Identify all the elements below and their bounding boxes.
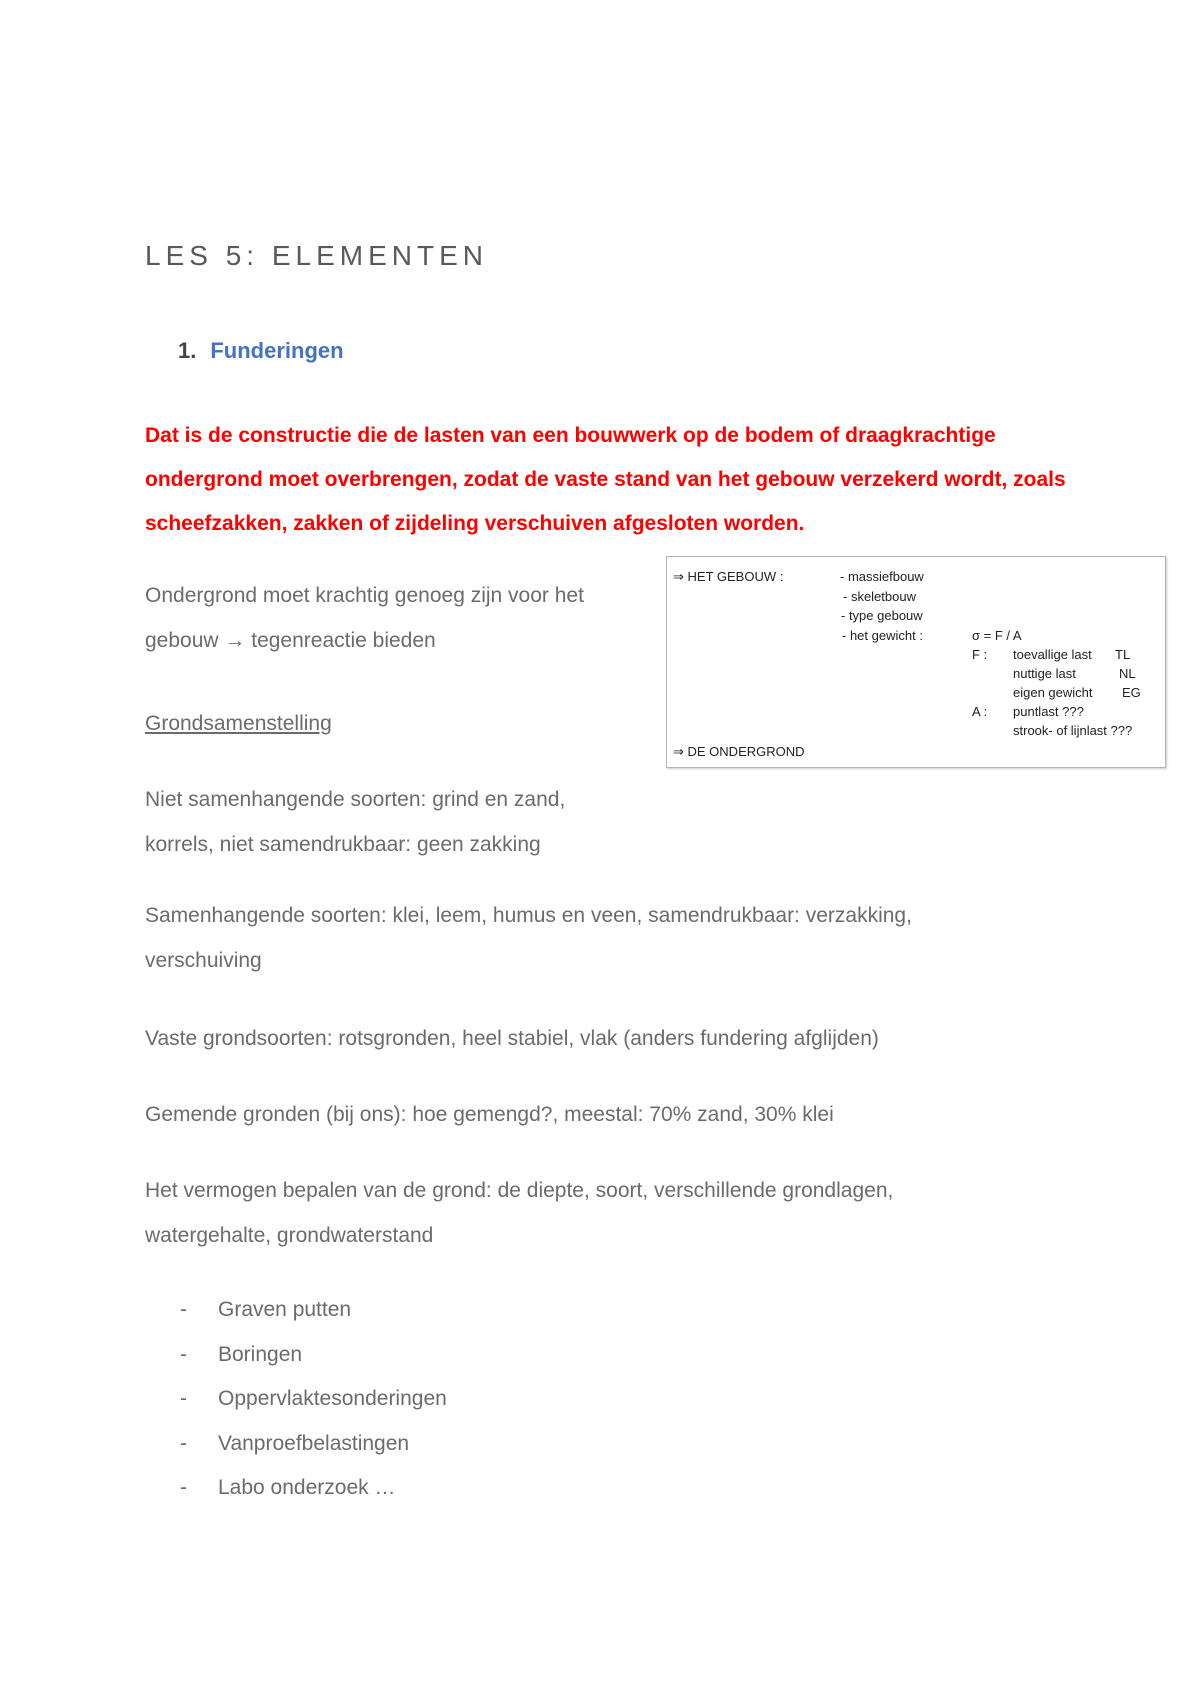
list-item-text: Graven putten bbox=[218, 1298, 352, 1321]
figure-tl: TL bbox=[1115, 647, 1131, 662]
paragraph-line: korrels, niet samendrukbaar: geen zakking bbox=[145, 833, 541, 856]
figure-formula: σ = F / A bbox=[972, 628, 1022, 643]
list-item-text: Labo onderzoek … bbox=[218, 1476, 396, 1499]
section-number: 1. bbox=[178, 338, 197, 363]
list-item bbox=[145, 1422, 447, 1467]
figure-nl: NL bbox=[1119, 666, 1136, 681]
paragraph-line: Niet samenhangende soorten: grind en zand, bbox=[145, 788, 566, 811]
section-heading bbox=[178, 338, 344, 364]
paragraph-line: Samenhangende soorten: klei, leem, humus en veen, samendrukbaar: verzakking, bbox=[145, 904, 912, 927]
figure-de-ondergrond: ⇒ DE ONDERGROND bbox=[673, 744, 805, 759]
definition-paragraph bbox=[145, 414, 1085, 546]
list-item-text: Boringen bbox=[218, 1342, 303, 1366]
section-heading-text: Funderingen bbox=[210, 338, 344, 363]
subheading-grondsamenstelling: Grondsamenstelling bbox=[145, 712, 332, 735]
figure-f-label: F : bbox=[972, 647, 988, 662]
figure-massiefbouw: - massiefbouw bbox=[840, 569, 924, 584]
figure-nuttige-last: nuttige last bbox=[1013, 666, 1076, 681]
paragraph-vermogen bbox=[145, 1168, 893, 1258]
figure-a-label: A : bbox=[972, 704, 988, 719]
figure-strook-lijnlast: strook- of lijnlast ??? bbox=[1013, 723, 1133, 738]
list-item bbox=[145, 1466, 447, 1511]
figure-het-gebouw: ⇒ HET GEBOUW : bbox=[673, 569, 784, 584]
list-bullet: - bbox=[180, 1431, 187, 1455]
paragraph-vaste: Vaste grondsoorten: rotsgronden, heel stabiel, vlak (anders fundering afglijden) bbox=[145, 1027, 879, 1050]
intro-paragraph bbox=[145, 573, 584, 663]
figure-puntlast: puntlast ??? bbox=[1013, 704, 1084, 719]
intro-line: gebouw → tegenreactie bieden bbox=[145, 629, 436, 652]
figure-eg: EG bbox=[1122, 685, 1141, 700]
list-item bbox=[145, 1288, 447, 1333]
paragraph-line: Het vermogen bepalen van de grond: de diepte, soort, verschillende grondlagen, bbox=[145, 1179, 894, 1202]
list-bullet: - bbox=[180, 1387, 187, 1410]
paragraph-samenhangend bbox=[145, 893, 912, 983]
paragraph-line: watergehalte, grondwaterstand bbox=[145, 1224, 434, 1247]
paragraph-line: verschuiving bbox=[145, 949, 262, 972]
list-item-text: Oppervlaktesonderingen bbox=[218, 1387, 447, 1410]
figure-toevallige-last: toevallige last bbox=[1013, 647, 1092, 662]
list-item bbox=[145, 1333, 447, 1378]
figure-het-gewicht: - het gewicht : bbox=[842, 628, 923, 643]
list-item-text: Vanproefbelastingen bbox=[218, 1431, 410, 1455]
figure-eigen-gewicht: eigen gewicht bbox=[1013, 685, 1093, 700]
building-load-figure bbox=[666, 556, 1166, 768]
definition-line: Dat is de constructie die de lasten van een bouwwerk op de bodem of draagkrachtige bbox=[145, 424, 996, 447]
page-title: LES 5: ELEMENTEN bbox=[145, 240, 488, 271]
list-bullet: - bbox=[180, 1342, 187, 1366]
figure-type-gebouw: - type gebouw bbox=[841, 608, 923, 623]
figure-skeletbouw: - skeletbouw bbox=[843, 589, 916, 604]
list-item bbox=[145, 1377, 447, 1422]
definition-line: scheefzakken, zakken of zijdeling verschuiven afgesloten worden. bbox=[145, 512, 805, 535]
paragraph-gemende: Gemende gronden (bij ons): hoe gemengd?, meestal: 70% zand, 30% klei bbox=[145, 1103, 834, 1126]
list-bullet: - bbox=[180, 1476, 187, 1499]
intro-line: Ondergrond moet krachtig genoeg zijn voor het bbox=[145, 584, 584, 607]
methods-list bbox=[145, 1288, 447, 1511]
definition-line: ondergrond moet overbrengen, zodat de vaste stand van het gebouw verzekerd wordt, zoals bbox=[145, 468, 1066, 491]
list-bullet: - bbox=[180, 1298, 187, 1321]
paragraph-niet-samenhangend bbox=[145, 777, 565, 867]
